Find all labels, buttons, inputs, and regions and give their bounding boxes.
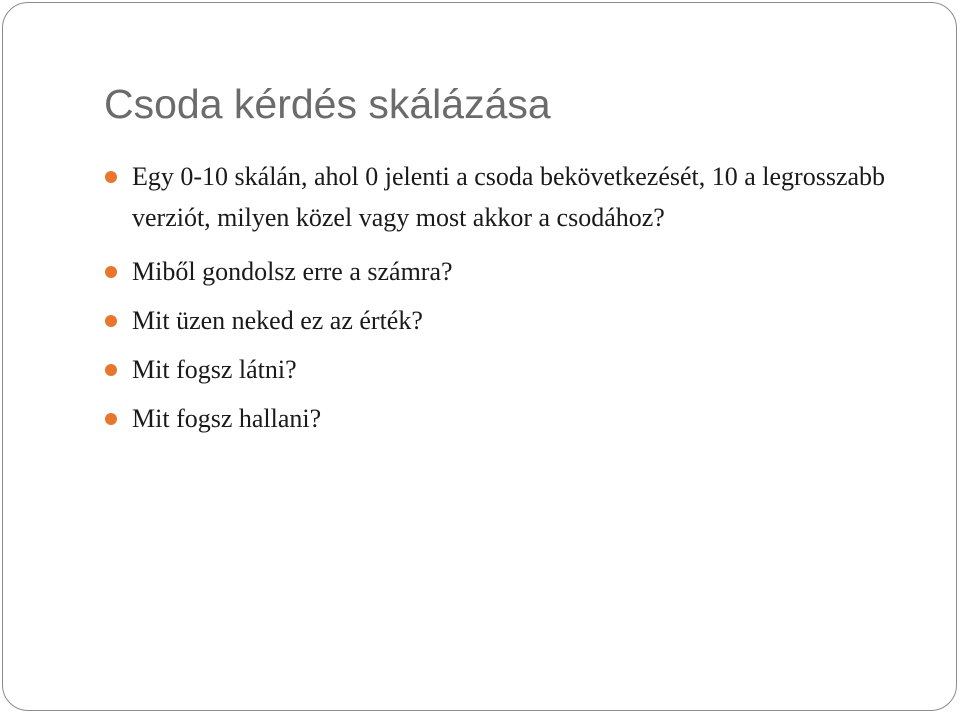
bullet-dot-icon [105, 171, 117, 183]
bullet-item [104, 251, 894, 292]
bullet-item [104, 398, 894, 439]
bullet-text: Egy 0-10 skálán, ahol 0 jelenti a csoda bekövetkezését, 10 a legrosszabb verziót, milyen közel vagy most akkor a csodához? [132, 162, 886, 232]
bullet-item [104, 156, 894, 238]
bullet-text: Miből gondolsz erre a számra? [132, 257, 453, 286]
bullet-item [104, 349, 894, 390]
bullet-item [104, 300, 894, 341]
bullet-dot-icon [105, 315, 117, 327]
bullet-text: Mit fogsz hallani? [132, 404, 322, 433]
bullet-dot-icon [105, 364, 117, 376]
slide-title: Csoda kérdés skálázása [104, 81, 551, 127]
bullet-dot-icon [105, 413, 117, 425]
bullet-text: Mit fogsz látni? [132, 355, 297, 384]
bullet-text: Mit üzen neked ez az érték? [132, 306, 423, 335]
bullet-list [104, 156, 894, 447]
bullet-dot-icon [105, 266, 117, 278]
